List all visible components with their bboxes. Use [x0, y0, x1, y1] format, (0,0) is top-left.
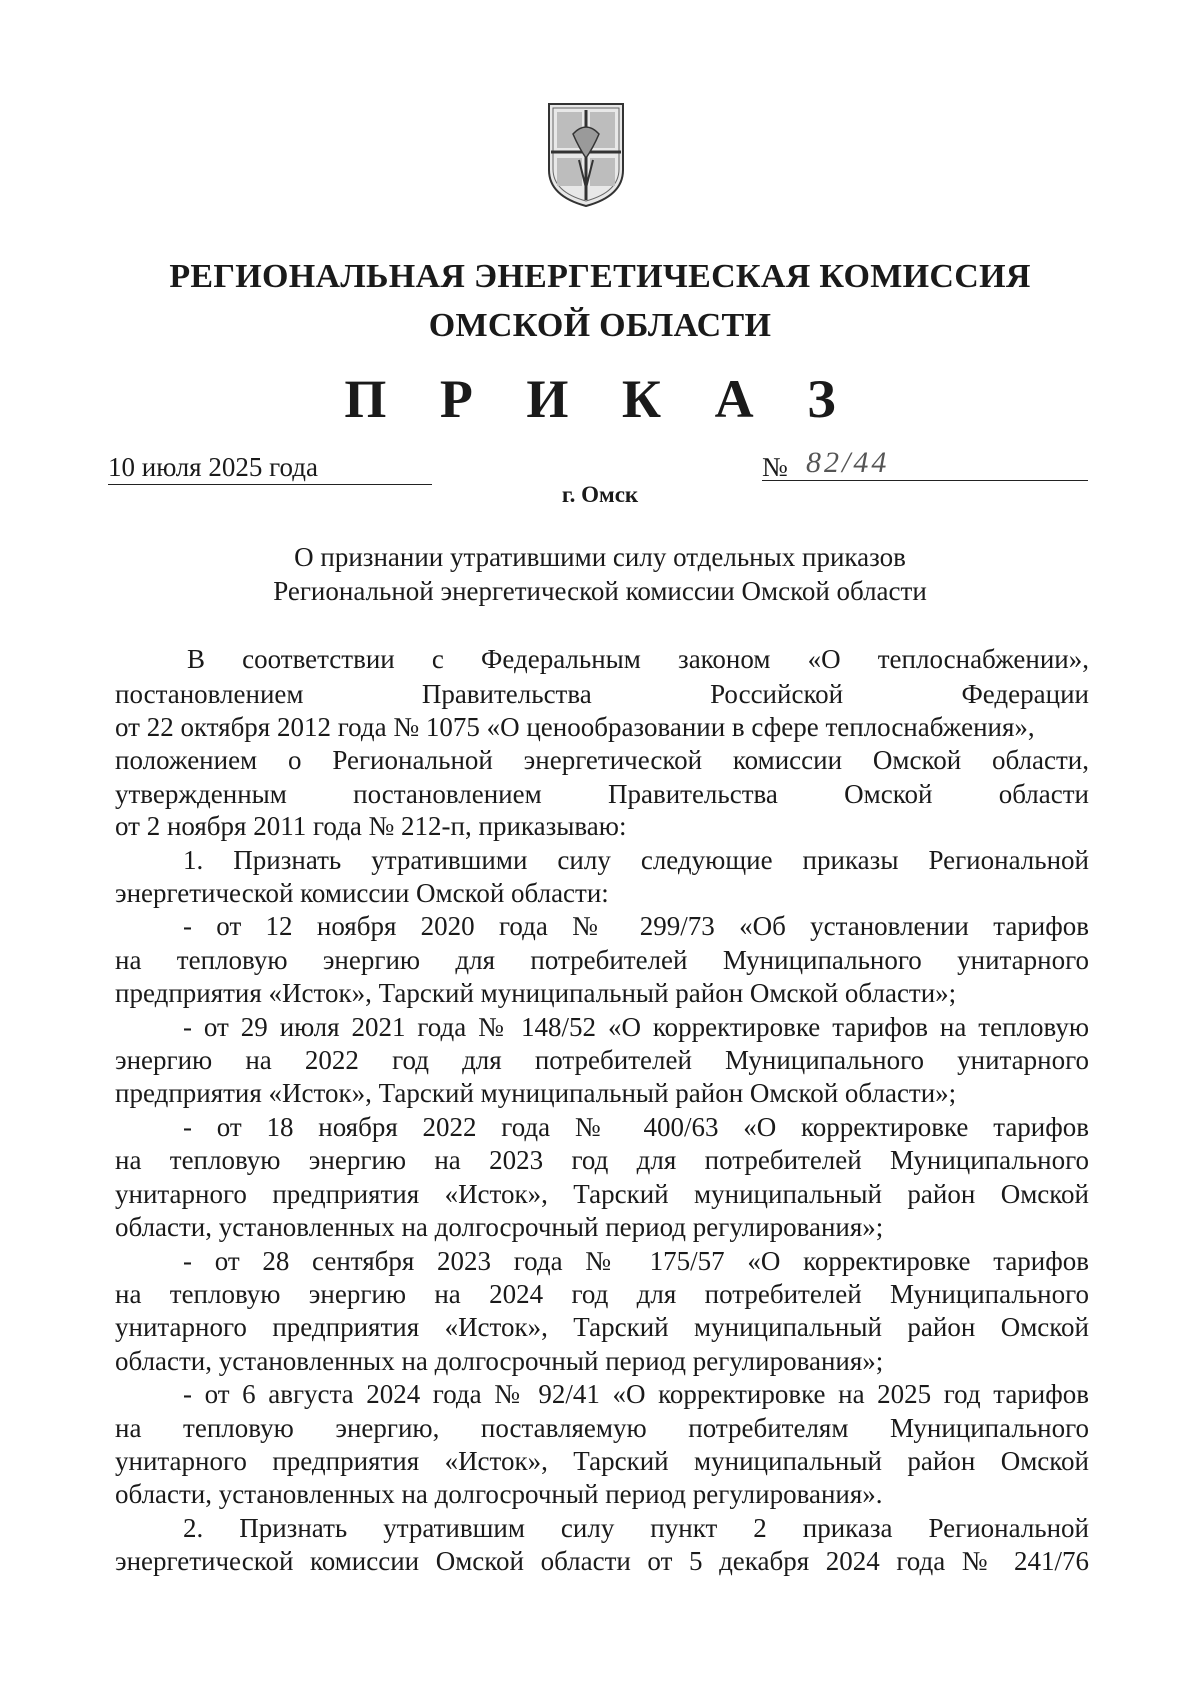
body-line: на тепловую энергию для потребителей Муниципального унитарного: [115, 945, 1089, 975]
body-line: энергетической комиссии Омской области:: [115, 878, 609, 908]
organization-name-line1: РЕГИОНАЛЬНАЯ ЭНЕРГЕТИЧЕСКАЯ КОМИССИЯ: [169, 258, 1031, 295]
body-line: области, установленных на долгосрочный период регулирования»;: [115, 1346, 884, 1376]
body-line: В соответствии с Федеральным законом «О теплоснабжении»,: [187, 644, 1089, 674]
body-line: положением о Региональной энергетической комиссии Омской области,: [115, 745, 1089, 775]
body-line: 2. Признать утратившим силу пункт 2 приказа Региональной: [183, 1513, 1089, 1543]
document-number-field: [762, 446, 1088, 481]
coat-of-arms-icon: [543, 100, 629, 210]
body-line: предприятия «Исток», Тарский муниципальный район Омской области»;: [115, 978, 957, 1008]
body-line: - от 12 ноября 2020 года № 299/73 «Об установлении тарифов: [183, 911, 1089, 941]
body-line: - от 29 июля 2021 года № 148/52 «О корректировке тарифов на тепловую: [183, 1012, 1089, 1042]
body-line: унитарного предприятия «Исток», Тарский муниципальный район Омской: [115, 1446, 1089, 1476]
body-line: от 22 октября 2012 года № 1075 «О ценообразовании в сфере теплоснабжения»,: [115, 712, 1035, 742]
city-name: г. Омск: [561, 482, 639, 507]
organization-name-line2: ОМСКОЙ ОБЛАСТИ: [428, 307, 772, 344]
subject-line1: О признании утратившими силу отдельных приказов: [294, 542, 906, 572]
body-line: на тепловую энергию, поставляемую потребителям Муниципального: [115, 1413, 1089, 1443]
body-line: на тепловую энергию на 2023 год для потребителей Муниципального: [115, 1145, 1089, 1175]
body-line: области, установленных на долгосрочный период регулирования»;: [115, 1212, 884, 1242]
document-date: 10 июля 2025 года: [108, 452, 432, 485]
subject-line2: Региональной энергетической комиссии Омской области: [273, 576, 927, 606]
document-type-title: П Р И К А З: [344, 369, 856, 429]
body-line: - от 18 ноября 2022 года № 400/63 «О корректировке тарифов: [183, 1112, 1089, 1142]
body-line: энергетической комиссии Омской области от 5 декабря 2024 года № 241/76: [115, 1546, 1089, 1576]
body-line: унитарного предприятия «Исток», Тарский муниципальный район Омской: [115, 1179, 1089, 1209]
body-line: 1. Признать утратившими силу следующие приказы Региональной: [183, 845, 1089, 875]
body-line: - от 28 сентября 2023 года № 175/57 «О корректировке тарифов: [183, 1246, 1089, 1276]
body-line: области, установленных на долгосрочный период регулирования».: [115, 1479, 883, 1509]
body-line: предприятия «Исток», Тарский муниципальный район Омской области»;: [115, 1078, 957, 1108]
body-line: на тепловую энергию на 2024 год для потребителей Муниципального: [115, 1279, 1089, 1309]
handwritten-number: 82/44: [806, 446, 890, 479]
body-line: от 2 ноября 2011 года № 212-п, приказываю:: [115, 811, 627, 841]
body-line: постановлением Правительства Российской Федерации: [115, 679, 1089, 709]
body-line: унитарного предприятия «Исток», Тарский муниципальный район Омской: [115, 1312, 1089, 1342]
body-line: энергию на 2022 год для потребителей Муниципального унитарного: [115, 1045, 1089, 1075]
body-line: - от 6 августа 2024 года № 92/41 «О корректировке на 2025 год тарифов: [183, 1379, 1089, 1409]
body-line: утвержденным постановлением Правительства Омской области: [115, 779, 1089, 809]
number-sign: №: [762, 452, 788, 482]
